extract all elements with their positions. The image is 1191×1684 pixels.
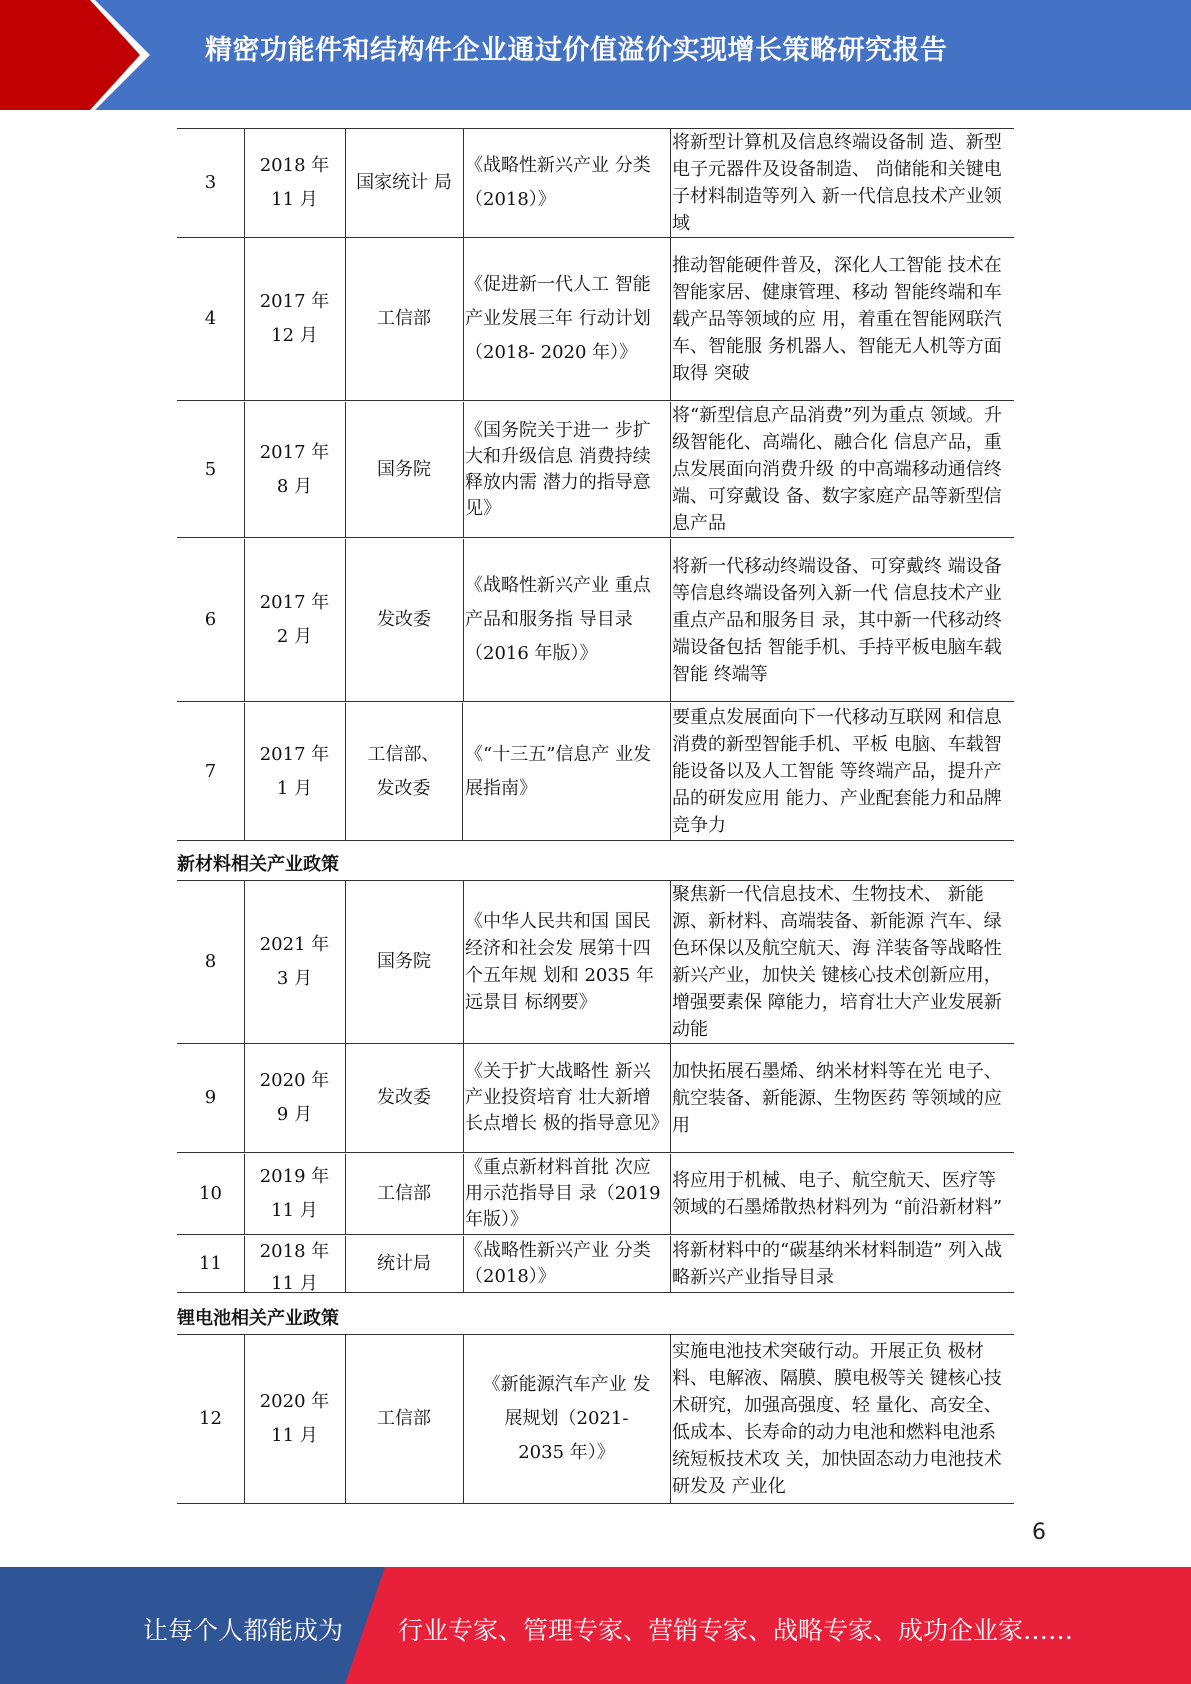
row-description: 将应用于机械、电子、航空航天、医疗等领域的石墨烯散热材料列为 “前沿新材料” bbox=[672, 1170, 1003, 1218]
header-arrow-icon bbox=[0, 0, 160, 110]
row-date: 2021 年 3 月 bbox=[244, 881, 346, 1043]
row-number: 10 bbox=[177, 1154, 245, 1234]
row-document: 《“十三五”信息产 业发展指南》 bbox=[463, 703, 671, 840]
row-description: 实施电池技术突破行动。开展正负 极材料、电解液、隔膜、膜电极等关 键核心技术研究，加强高强度、轻 量化、高安全、低成本、长寿命的动力电池和燃料电池系统短板技术攻 关，加快固态动力电池技术研发及 产业化 bbox=[672, 1341, 1002, 1497]
footer-slogan-left: 让每个人都能成为 bbox=[143, 1616, 344, 1645]
table-row bbox=[177, 703, 1014, 841]
table-row bbox=[177, 402, 1014, 538]
section-heading-lithium: 锂电池相关产业政策 bbox=[177, 1308, 339, 1329]
row-date: 2017 年 2 月 bbox=[244, 539, 346, 701]
row-date: 2019 年 11 月 bbox=[244, 1154, 346, 1234]
row-document: 《重点新材料首批 次应用示范指导目 录（2019 年版）》 bbox=[463, 1154, 671, 1234]
row-date: 2017 年 1 月 bbox=[244, 703, 346, 840]
row-number: 7 bbox=[177, 703, 245, 840]
row-number: 9 bbox=[177, 1044, 245, 1152]
row-org: 发改委 bbox=[345, 1044, 464, 1152]
row-document: 《战略性新兴产业 分类（2018）》 bbox=[463, 129, 671, 237]
row-org: 工信部 bbox=[345, 1335, 464, 1503]
row-document: 《战略性新兴产业 重点产品和服务指 导目录（2016 年版）》 bbox=[463, 539, 671, 701]
table-row bbox=[177, 880, 1014, 1044]
row-org: 工信部 bbox=[345, 238, 464, 400]
row-date: 2020 年 9 月 bbox=[244, 1044, 346, 1152]
row-number: 4 bbox=[177, 238, 245, 400]
row-document: 《国务院关于进一 步扩大和升级信息 消费持续释放内需 潜力的指导意见》 bbox=[463, 402, 671, 537]
row-number: 8 bbox=[177, 881, 245, 1043]
row-description: 将新型计算机及信息终端设备制 造、新型电子元器件及设备制造、 尚储能和关键电子材料制造等列入 新一代信息技术产业领域 bbox=[672, 132, 1002, 234]
table-row bbox=[177, 128, 1014, 238]
row-date: 2020 年 11 月 bbox=[244, 1335, 346, 1503]
row-description: 将“新型信息产品消费”列为重点 领域。升级智能化、高端化、融合化 信息产品，重点发展面向消费升级 的中高端移动通信终端、可穿戴设 备、数字家庭产品等新型信息产品 bbox=[672, 405, 1003, 534]
page-number: 6 bbox=[1032, 1520, 1046, 1545]
section-heading-new-materials: 新材料相关产业政策 bbox=[177, 854, 339, 875]
row-document: 《促进新一代人工 智能产业发展三年 行动计划（2018- 2020 年）》 bbox=[463, 238, 671, 400]
row-description: 将新一代移动终端设备、可穿戴终 端设备等信息终端设备列入新一代 信息技术产业重点产品和服务目 录，其中新一代移动终端设备包括 智能手机、手持平板电脑车载智能 终端等 bbox=[672, 555, 1002, 685]
row-document: 《战略性新兴产业 分类（2018）》 bbox=[463, 1236, 671, 1292]
row-org: 工信部 bbox=[345, 1154, 464, 1234]
row-document: 《中华人民共和国 国民经济和社会发 展第十四个五年规 划和 2035 年远景目 标纲要》 bbox=[463, 881, 671, 1043]
row-org: 国务院 bbox=[345, 881, 464, 1043]
row-date: 2017 年 12 月 bbox=[244, 238, 346, 400]
row-date: 2018 年 11 月 bbox=[244, 129, 346, 237]
row-number: 6 bbox=[177, 539, 245, 701]
row-org: 统计局 bbox=[345, 1236, 464, 1292]
table-row bbox=[177, 1154, 1014, 1235]
row-org: 工信部、 发改委 bbox=[345, 703, 463, 840]
row-number: 3 bbox=[177, 129, 245, 237]
row-description: 将新材料中的“碳基纳米材料制造” 列入战略新兴产业指导目录 bbox=[672, 1240, 1003, 1288]
row-number: 12 bbox=[177, 1335, 245, 1503]
row-org: 发改委 bbox=[345, 539, 464, 701]
table-row bbox=[177, 1236, 1014, 1293]
row-description: 推动智能硬件普及，深化人工智能 技术在智能家居、健康管理、移动 智能终端和车载产品等领域的应 用，着重在智能网联汽车、智能服 务机器人、智能无人机等方面取得 突破 bbox=[672, 254, 1002, 384]
row-document: 《关于扩大战略性 新兴产业投资培育 壮大新增长点增长 极的指导意见》 bbox=[463, 1044, 671, 1152]
row-date: 2017 年 8 月 bbox=[244, 402, 346, 537]
table-row bbox=[177, 1334, 1014, 1504]
row-number: 5 bbox=[177, 402, 245, 537]
header-band bbox=[0, 0, 1191, 110]
report-title: 精密功能件和结构件企业通过价值溢价实现增长策略研究报告 bbox=[205, 35, 948, 66]
row-org: 国务院 bbox=[345, 402, 464, 537]
row-document: 《新能源汽车产业 发展规划（2021- 2035 年）》 bbox=[463, 1335, 671, 1503]
row-description: 聚焦新一代信息技术、生物技术、 新能源、新材料、高端装备、新能源 汽车、绿色环保以及航空航天、海 洋装备等战略性新兴产业，加快关 键核心技术创新应用，增强要素保 障能力，培育壮大产业发展新动能 bbox=[672, 884, 1002, 1040]
row-number: 11 bbox=[177, 1236, 245, 1292]
table-row bbox=[177, 1044, 1014, 1153]
table-row bbox=[177, 539, 1014, 702]
footer-band bbox=[0, 1567, 1191, 1684]
footer-slogan-right: 行业专家、管理专家、营销专家、战略专家、成功企业家…… bbox=[398, 1616, 1074, 1645]
table-row bbox=[177, 238, 1014, 401]
row-description: 加快拓展石墨烯、纳米材料等在光 电子、航空装备、新能源、生物医药 等领域的应用 bbox=[672, 1060, 1002, 1136]
row-description: 要重点发展面向下一代移动互联网 和信息消费的新型智能手机、平板 电脑、车载智能设备以及人工智能 等终端产品，提升产品的研发应用 能力、产业配套能力和品牌竞争力 bbox=[672, 707, 1002, 836]
row-org: 国家统计 局 bbox=[345, 129, 464, 237]
row-date: 2018 年 11 月 bbox=[244, 1236, 346, 1292]
